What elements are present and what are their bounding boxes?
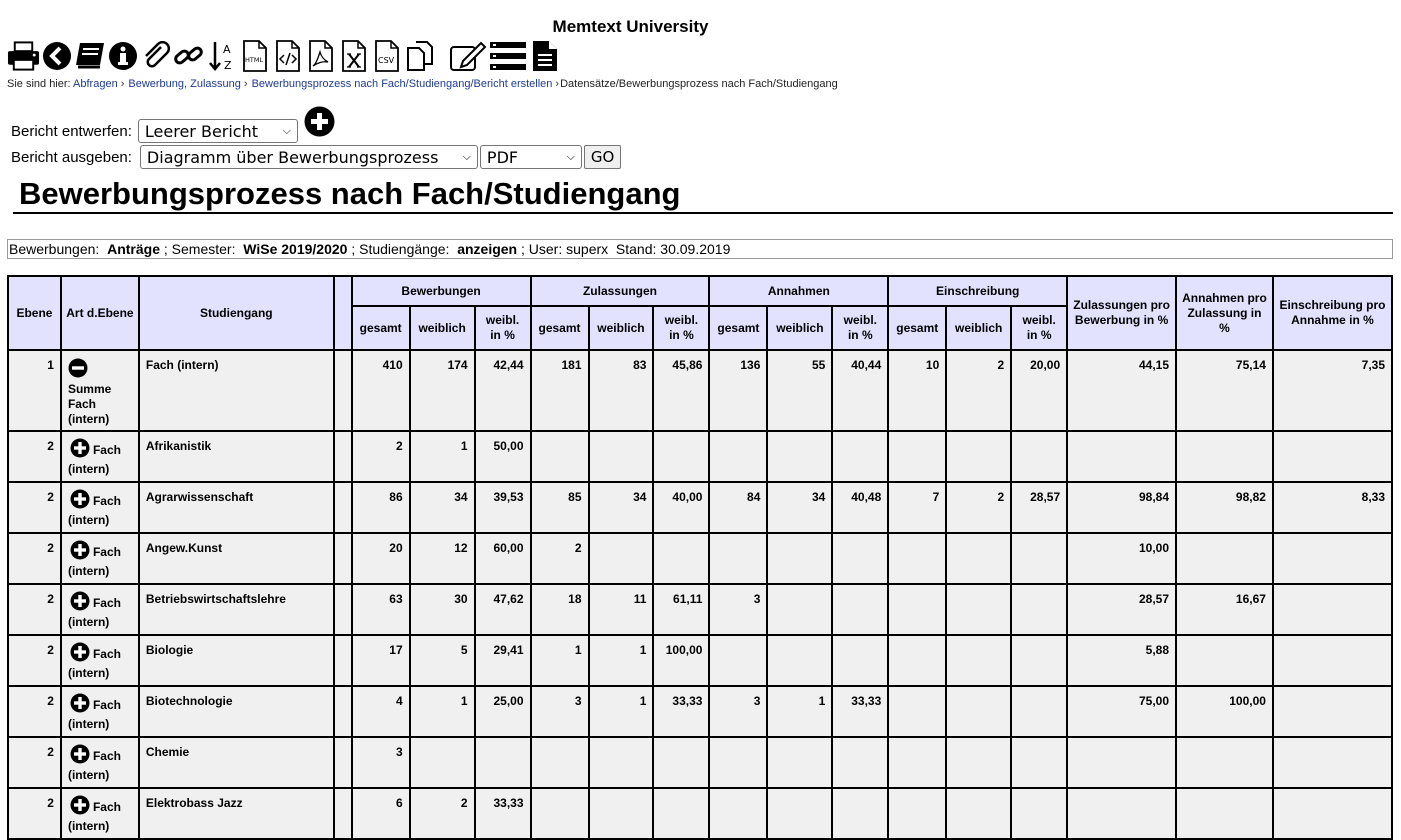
svg-text:A: A xyxy=(222,43,231,56)
cell-zg: 85 xyxy=(531,482,589,533)
cell-eg xyxy=(888,686,946,737)
cell-zb: 5,88 xyxy=(1067,635,1176,686)
cell-az: 100,00 xyxy=(1176,686,1273,737)
report-output-row xyxy=(11,145,621,169)
art-label: Fach (intern) xyxy=(67,800,121,833)
cell-art xyxy=(61,482,139,533)
table-row xyxy=(8,350,1392,431)
cell-ap xyxy=(832,431,888,482)
cell-ap xyxy=(832,635,888,686)
col-header-bew-gesamt[interactable]: gesamt xyxy=(352,306,410,350)
cell-ea xyxy=(1273,788,1392,839)
col-header-zul-weibl-pct[interactable]: weibl. in % xyxy=(653,306,709,350)
cell-spacer xyxy=(334,737,352,788)
cell-art xyxy=(61,350,139,431)
list-icon[interactable] xyxy=(488,39,528,73)
cell-bp: 29,41 xyxy=(475,635,531,686)
pdf-file-icon[interactable] xyxy=(304,39,337,73)
cell-bp: 60,00 xyxy=(475,533,531,584)
cell-ea xyxy=(1273,686,1392,737)
cell-bw: 12 xyxy=(410,533,475,584)
cell-zw xyxy=(589,788,654,839)
cell-ebene: 2 xyxy=(8,482,61,533)
cell-zg xyxy=(531,431,589,482)
col-header-ann-weibl-pct[interactable]: weibl. in % xyxy=(832,306,888,350)
cell-ew xyxy=(946,635,1011,686)
cell-ag xyxy=(709,635,767,686)
cell-ew xyxy=(946,788,1011,839)
expand-plus-icon[interactable] xyxy=(70,795,90,819)
cell-bp: 39,53 xyxy=(475,482,531,533)
cell-bg: 63 xyxy=(352,584,410,635)
table-row xyxy=(8,686,1392,737)
expand-plus-icon[interactable] xyxy=(70,693,90,717)
cell-bp: 47,62 xyxy=(475,584,531,635)
cell-zg xyxy=(531,737,589,788)
cell-aw xyxy=(767,635,832,686)
svg-text:CSV: CSV xyxy=(377,56,394,65)
cell-spacer xyxy=(334,584,352,635)
page-title: Bewerbungsprozess nach Fach/Studiengang xyxy=(13,175,1393,214)
cell-bg: 3 xyxy=(352,737,410,788)
cell-eg xyxy=(888,635,946,686)
cell-aw: 55 xyxy=(767,350,832,431)
art-label: Fach (intern) xyxy=(67,647,121,680)
cell-ap xyxy=(832,584,888,635)
report-design-label: Bericht entwerfen: xyxy=(11,122,132,140)
report-design-row xyxy=(11,119,335,143)
cell-art xyxy=(61,584,139,635)
cell-ap: 40,44 xyxy=(832,350,888,431)
filter-sem-value: WiSe 2019/2020 xyxy=(243,241,348,257)
col-group-zulassungen: Zulassungen xyxy=(531,276,710,306)
col-header-ein-pro-ann[interactable]: Einschreibung pro Annahme in % xyxy=(1273,276,1392,350)
table-row xyxy=(8,584,1392,635)
report-output-select[interactable] xyxy=(140,145,478,169)
cell-bg: 2 xyxy=(352,431,410,482)
breadcrumb-prefix: Sie sind hier: xyxy=(7,78,71,90)
col-header-ann-weiblich[interactable]: weiblich xyxy=(767,306,832,350)
cell-ew xyxy=(946,584,1011,635)
cell-zb: 28,57 xyxy=(1067,584,1176,635)
cell-bg: 6 xyxy=(352,788,410,839)
cell-ep xyxy=(1011,533,1067,584)
cell-eg xyxy=(888,533,946,584)
cell-bp: 50,00 xyxy=(475,431,531,482)
cell-ap xyxy=(832,737,888,788)
col-header-ein-gesamt[interactable]: gesamt xyxy=(888,306,946,350)
cell-bg: 410 xyxy=(352,350,410,431)
cell-studiengang[interactable]: Angew.Kunst xyxy=(139,533,334,584)
cell-art xyxy=(61,431,139,482)
filter-sem-label: ; Semester: xyxy=(163,241,236,257)
cell-ap: 40,48 xyxy=(832,482,888,533)
cell-zp xyxy=(653,737,709,788)
cell-zb: 75,00 xyxy=(1067,686,1176,737)
cell-ebene: 2 xyxy=(8,686,61,737)
html-file-icon[interactable] xyxy=(238,39,271,73)
cell-zw: 1 xyxy=(589,686,654,737)
cell-aw xyxy=(767,584,832,635)
cell-az xyxy=(1176,788,1273,839)
table-row xyxy=(8,533,1392,584)
cell-zw: 34 xyxy=(589,482,654,533)
cell-studiengang[interactable]: Biologie xyxy=(139,635,334,686)
col-header-ein-weibl-pct[interactable]: weibl. in % xyxy=(1011,306,1067,350)
cell-zw xyxy=(589,737,654,788)
cell-zg: 3 xyxy=(531,686,589,737)
cell-aw: 34 xyxy=(767,482,832,533)
expand-plus-icon[interactable] xyxy=(70,642,90,666)
cell-zb: 44,15 xyxy=(1067,350,1176,431)
cell-bg: 86 xyxy=(352,482,410,533)
cell-zw xyxy=(589,533,654,584)
cell-studiengang[interactable]: Afrikanistik xyxy=(139,431,334,482)
cell-bp xyxy=(475,737,531,788)
cell-art xyxy=(61,737,139,788)
toolbar xyxy=(7,39,561,73)
report-design-select[interactable] xyxy=(138,119,298,143)
cell-spacer xyxy=(334,686,352,737)
cell-ap xyxy=(832,788,888,839)
cell-spacer xyxy=(334,788,352,839)
breadcrumb-link-bewerbung[interactable]: Bewerbung, Zulassung xyxy=(128,78,241,90)
cell-aw: 1 xyxy=(767,686,832,737)
art-label: Fach (intern) xyxy=(67,596,121,629)
cell-ew xyxy=(946,686,1011,737)
cell-ew: 2 xyxy=(946,350,1011,431)
cell-zb xyxy=(1067,788,1176,839)
breadcrumb-link-abfragen[interactable]: Abfragen xyxy=(73,78,118,90)
cell-ag xyxy=(709,788,767,839)
breadcrumb xyxy=(7,78,838,90)
cell-bw: 1 xyxy=(410,686,475,737)
cell-bg: 20 xyxy=(352,533,410,584)
edit-icon[interactable] xyxy=(448,39,488,73)
svg-text:Z: Z xyxy=(223,59,232,72)
print-icon[interactable] xyxy=(7,39,40,73)
cell-ea xyxy=(1273,533,1392,584)
cell-studiengang[interactable]: Biotechnologie xyxy=(139,686,334,737)
table-row xyxy=(8,788,1392,839)
cell-zg: 181 xyxy=(531,350,589,431)
filter-user: ; User: superx xyxy=(521,241,609,257)
paperclip-icon[interactable] xyxy=(139,39,172,73)
filter-stand: Stand: 30.09.2019 xyxy=(615,241,731,257)
filter-bew-value: Anträge xyxy=(107,241,160,257)
chevron-down-icon: ⌵ xyxy=(566,150,575,163)
cell-ag xyxy=(709,431,767,482)
link-icon[interactable] xyxy=(172,39,205,73)
cell-ep xyxy=(1011,584,1067,635)
chevron-right-icon: › xyxy=(243,78,248,90)
books-icon[interactable] xyxy=(73,39,106,73)
cell-ag: 136 xyxy=(709,350,767,431)
cell-az xyxy=(1176,431,1273,482)
cell-zp xyxy=(653,788,709,839)
document-icon[interactable] xyxy=(528,39,561,73)
cell-ep xyxy=(1011,431,1067,482)
cell-bw: 174 xyxy=(410,350,475,431)
cell-ea xyxy=(1273,431,1392,482)
cell-eg: 10 xyxy=(888,350,946,431)
cell-ebene: 2 xyxy=(8,788,61,839)
csv-file-icon[interactable] xyxy=(370,39,403,73)
cell-zb xyxy=(1067,737,1176,788)
breadcrumb-current: Datensätze/Bewerbungsprozess nach Fach/Studiengang xyxy=(560,78,838,90)
cell-zw xyxy=(589,431,654,482)
cell-zw: 1 xyxy=(589,635,654,686)
cell-aw xyxy=(767,737,832,788)
cell-zg: 1 xyxy=(531,635,589,686)
info-icon[interactable] xyxy=(106,39,139,73)
cell-spacer xyxy=(334,533,352,584)
col-header-ein-weiblich[interactable]: weiblich xyxy=(946,306,1011,350)
cell-ebene: 2 xyxy=(8,584,61,635)
cell-zp: 40,00 xyxy=(653,482,709,533)
col-header-bew-weibl-pct[interactable]: weibl. in % xyxy=(475,306,531,350)
report-output-label: Bericht ausgeben: xyxy=(11,148,132,166)
excel-file-icon[interactable] xyxy=(337,39,370,73)
cell-ew xyxy=(946,431,1011,482)
cell-spacer xyxy=(334,431,352,482)
collapse-minus-icon[interactable] xyxy=(68,358,88,382)
cell-az xyxy=(1176,737,1273,788)
col-header-zul-weiblich[interactable]: weiblich xyxy=(589,306,654,350)
cell-ew: 2 xyxy=(946,482,1011,533)
cell-studiengang[interactable]: Betriebswirtschaftslehre xyxy=(139,584,334,635)
cell-ag xyxy=(709,737,767,788)
cell-ep: 28,57 xyxy=(1011,482,1067,533)
report-output-value: Diagramm über Bewerbungsprozess xyxy=(146,147,439,167)
col-header-bew-weiblich[interactable]: weiblich xyxy=(410,306,475,350)
cell-studiengang[interactable]: Elektrobass Jazz xyxy=(139,788,334,839)
cell-ap xyxy=(832,533,888,584)
chevron-down-icon: ⌵ xyxy=(282,124,291,137)
cell-ep xyxy=(1011,686,1067,737)
table-row xyxy=(8,737,1392,788)
cell-zg xyxy=(531,788,589,839)
cell-eg xyxy=(888,788,946,839)
filter-summary xyxy=(7,239,1393,259)
report-design-value: Leerer Bericht xyxy=(144,121,259,141)
col-header-ann-gesamt[interactable]: gesamt xyxy=(709,306,767,350)
col-header-art[interactable]: Art d.Ebene xyxy=(61,276,139,350)
cell-ebene: 2 xyxy=(8,431,61,482)
cell-art xyxy=(61,788,139,839)
cell-spacer xyxy=(334,635,352,686)
cell-ebene: 1 xyxy=(8,350,61,431)
cell-ep: 20,00 xyxy=(1011,350,1067,431)
cell-eg: 7 xyxy=(888,482,946,533)
table-row xyxy=(8,431,1392,482)
cell-aw xyxy=(767,431,832,482)
cell-az: 98,82 xyxy=(1176,482,1273,533)
cell-zp: 100,00 xyxy=(653,635,709,686)
cell-zp: 45,86 xyxy=(653,350,709,431)
cell-bp: 25,00 xyxy=(475,686,531,737)
app-title: Memtext University xyxy=(552,17,709,36)
sort-az-icon[interactable] xyxy=(205,39,238,73)
report-format-value: PDF xyxy=(486,147,519,167)
art-label: Fach (intern) xyxy=(67,443,121,476)
cell-zb: 98,84 xyxy=(1067,482,1176,533)
col-header-zul-gesamt[interactable]: gesamt xyxy=(531,306,589,350)
cell-ag: 3 xyxy=(709,584,767,635)
cell-bg: 4 xyxy=(352,686,410,737)
cell-art xyxy=(61,533,139,584)
cell-ew xyxy=(946,533,1011,584)
cell-ea: 7,35 xyxy=(1273,350,1392,431)
chevron-right-icon: › xyxy=(555,78,560,90)
filter-stg-value: anzeigen xyxy=(457,241,518,257)
cell-zg: 18 xyxy=(531,584,589,635)
col-header-ann-pro-zul[interactable]: Annahmen pro Zulassung in % xyxy=(1176,276,1273,350)
cell-ea xyxy=(1273,737,1392,788)
code-file-icon[interactable] xyxy=(271,39,304,73)
cell-ep xyxy=(1011,788,1067,839)
cell-bw: 5 xyxy=(410,635,475,686)
cell-ebene: 2 xyxy=(8,533,61,584)
cell-zp xyxy=(653,431,709,482)
filter-stg-label: ; Studiengänge: xyxy=(351,241,450,257)
filter-bew-label: Bewerbungen: xyxy=(9,241,100,257)
cell-az xyxy=(1176,533,1273,584)
table-row xyxy=(8,635,1392,686)
cell-spacer xyxy=(334,482,352,533)
cell-ea xyxy=(1273,635,1392,686)
expand-plus-icon[interactable] xyxy=(70,591,90,615)
cell-ea: 8,33 xyxy=(1273,482,1392,533)
cell-eg xyxy=(888,431,946,482)
expand-plus-icon[interactable] xyxy=(70,489,90,513)
cell-ew xyxy=(946,737,1011,788)
cell-ep xyxy=(1011,635,1067,686)
art-label: Summe Fach (intern) xyxy=(67,382,112,426)
report-format-select[interactable] xyxy=(480,145,582,169)
cell-zg: 2 xyxy=(531,533,589,584)
col-group-annahmen: Annahmen xyxy=(709,276,888,306)
cell-studiengang[interactable]: Agrarwissenschaft xyxy=(139,482,334,533)
art-label: Fach (intern) xyxy=(67,494,121,527)
expand-plus-icon[interactable] xyxy=(70,744,90,768)
cell-bp: 42,44 xyxy=(475,350,531,431)
cell-bw: 30 xyxy=(410,584,475,635)
cell-ag: 3 xyxy=(709,686,767,737)
chevron-right-icon: › xyxy=(120,78,125,90)
add-report-icon[interactable] xyxy=(304,106,335,141)
cell-ag xyxy=(709,533,767,584)
cell-ap: 33,33 xyxy=(832,686,888,737)
cell-zp: 61,11 xyxy=(653,584,709,635)
cell-az xyxy=(1176,635,1273,686)
cell-spacer xyxy=(334,350,352,431)
cell-bw: 2 xyxy=(410,788,475,839)
cell-eg xyxy=(888,737,946,788)
cell-ep xyxy=(1011,737,1067,788)
cell-bp: 33,33 xyxy=(475,788,531,839)
col-header-spacer xyxy=(334,276,352,350)
cell-bg: 17 xyxy=(352,635,410,686)
go-button[interactable]: GO xyxy=(584,145,621,169)
expand-plus-icon[interactable] xyxy=(70,540,90,564)
cell-zp xyxy=(653,533,709,584)
cell-zb: 10,00 xyxy=(1067,533,1176,584)
svg-text:HTML: HTML xyxy=(244,56,263,64)
expand-plus-icon[interactable] xyxy=(70,438,90,462)
col-header-studiengang[interactable]: Studiengang xyxy=(139,276,334,350)
cell-ag: 84 xyxy=(709,482,767,533)
cell-studiengang[interactable]: Chemie xyxy=(139,737,334,788)
art-label: Fach (intern) xyxy=(67,545,121,578)
cell-az: 75,14 xyxy=(1176,350,1273,431)
cell-bw xyxy=(410,737,475,788)
cell-ebene: 2 xyxy=(8,737,61,788)
data-table xyxy=(7,275,1393,840)
cell-ebene: 2 xyxy=(8,635,61,686)
table-row xyxy=(8,482,1392,533)
cell-zw: 11 xyxy=(589,584,654,635)
cell-aw xyxy=(767,533,832,584)
cell-zp: 33,33 xyxy=(653,686,709,737)
art-label: Fach (intern) xyxy=(67,749,121,782)
cell-bw: 1 xyxy=(410,431,475,482)
cell-zb xyxy=(1067,431,1176,482)
col-header-ebene[interactable]: Ebene xyxy=(8,276,61,350)
cell-az: 16,67 xyxy=(1176,584,1273,635)
cell-zw: 83 xyxy=(589,350,654,431)
cell-art xyxy=(61,635,139,686)
back-icon[interactable] xyxy=(40,39,73,73)
chevron-down-icon: ⌵ xyxy=(462,150,471,163)
cell-studiengang[interactable]: Fach (intern) xyxy=(139,350,334,431)
cell-bw: 34 xyxy=(410,482,475,533)
cell-eg xyxy=(888,584,946,635)
art-label: Fach (intern) xyxy=(67,698,121,731)
col-group-einschreibung: Einschreibung xyxy=(888,276,1067,306)
cell-ea xyxy=(1273,584,1392,635)
copy-icon[interactable] xyxy=(403,39,436,73)
cell-aw xyxy=(767,788,832,839)
cell-art xyxy=(61,686,139,737)
col-group-bewerbungen: Bewerbungen xyxy=(352,276,531,306)
breadcrumb-link-bericht-erstellen[interactable]: Bewerbungsprozess nach Fach/Studiengang/Bericht erstellen xyxy=(251,78,553,90)
col-header-zul-pro-bew[interactable]: Zulassungen pro Bewerbung in % xyxy=(1067,276,1176,350)
